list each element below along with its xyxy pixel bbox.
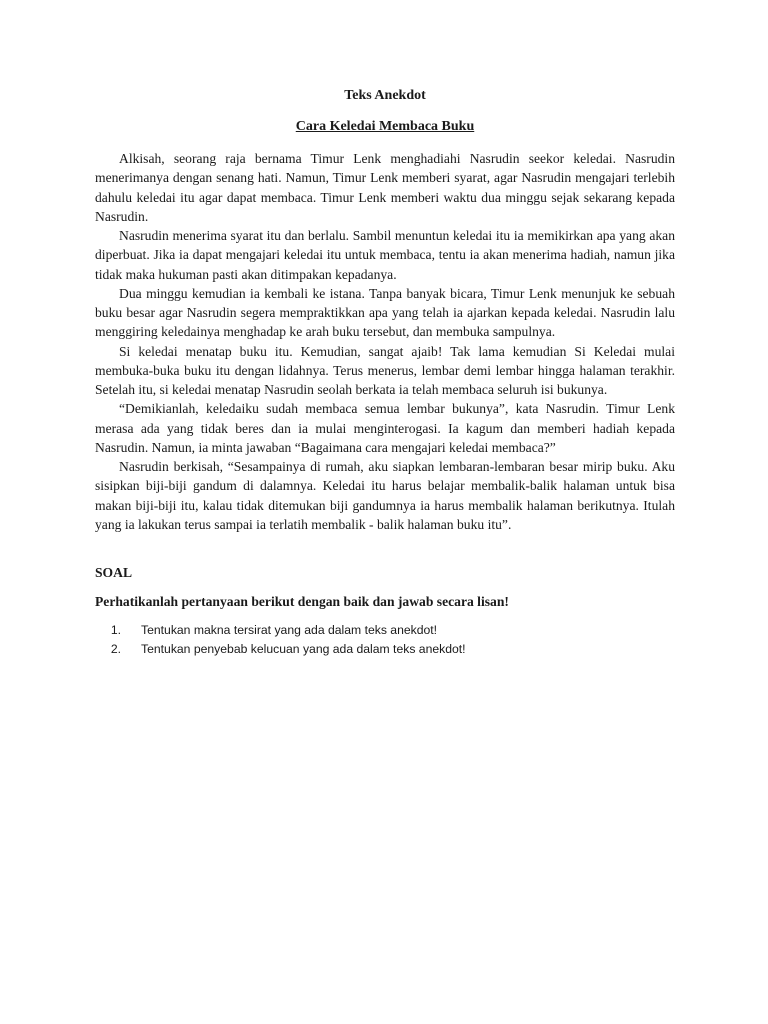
question-list xyxy=(95,621,675,658)
question-number: 2. xyxy=(110,641,121,656)
question-text: Tentukan makna tersirat yang ada dalam teks anekdot! xyxy=(141,623,438,637)
question-item xyxy=(95,640,675,659)
question-text: Tentukan penyebab kelucuan yang ada dalam teks anekdot! xyxy=(141,641,466,656)
document-page xyxy=(95,86,675,658)
story-paragraph: Dua minggu kemudian ia kembali ke istana. Tanpa banyak bicara, Timur Lenk menunjuk ke sebuah buku besar agar Nasrudin segera mempraktikkan apa yang telah ia ajarkan kepada keledai. Nasrudin lalu menggiring keledainya menghadap ke arah buku tersebut, dan membuka sampulnya. xyxy=(95,285,675,340)
story-body xyxy=(95,149,675,534)
story-paragraph: Nasrudin berkisah, “Sesampainya di rumah, aku siapkan lembaran-lembaran besar mirip buku. Aku sisipkan biji-biji gandum di dalamnya. Keledai itu harus belajar membalik-balik halaman untuk bisa makan biji-biji itu, kalau tidak ditemukan biji gandumnya ia harus membalik halaman berikutnya. Itulah yang ia lakukan terus sampai ia terlatih membalik - balik halaman buku itu”. xyxy=(95,459,675,532)
story-title: Cara Keledai Membaca Buku xyxy=(295,119,475,134)
story-paragraph: “Demikianlah, keledaiku sudah membaca semua lembar bukunya”, kata Nasrudin. Timur Lenk merasa ada yang tidak beres dan ia mulai menginterogasi. Ia kagum dan memberi hadiah kepada Nasrudin. Namun, ia minta jawaban “Bagaimana cara mengajari keledai membaca?” xyxy=(95,401,675,455)
story-paragraph: Nasrudin menerima syarat itu dan berlalu. Sambil menuntun keledai itu ia memikirkan apa yang akan diperbuat. Jika ia dapat mengajari keledai itu untuk membaca, tentu ia akan menerima hadiah, namun jika tidak maka hukuman pasti akan ditimpakan kepadanya. xyxy=(95,228,675,282)
story-paragraph: Alkisah, seorang raja bernama Timur Lenk menghadiahi Nasrudin seekor keledai. Nasrudin menerimanya dengan senang hati. Namun, Timur Lenk memberi syarat, agar Nasrudin mengajari terlebih dahulu keledai itu agar dapat membaca. Timur Lenk memberi waktu dua minggu sejak sekarang kepada Nasrudin. xyxy=(95,151,675,224)
document-title: Teks Anekdot xyxy=(344,88,426,103)
question-item xyxy=(95,621,675,640)
soal-heading: SOAL xyxy=(95,565,133,580)
story-paragraph: Si keledai menatap buku itu. Kemudian, sangat ajaib! Tak lama kemudian Si Keledai mulai membuka-buka buku itu dengan lidahnya. Terus menerus, lembar demi lembar hingga halaman terakhir. Setelah itu, si keledai menatap Nasrudin seolah berkata ia telah membaca seluruh isi bukunya. xyxy=(95,343,675,397)
question-number: 1. xyxy=(110,623,121,637)
soal-instruction: Perhatikanlah pertanyaan berikut dengan baik dan jawab secara lisan! xyxy=(95,594,509,609)
